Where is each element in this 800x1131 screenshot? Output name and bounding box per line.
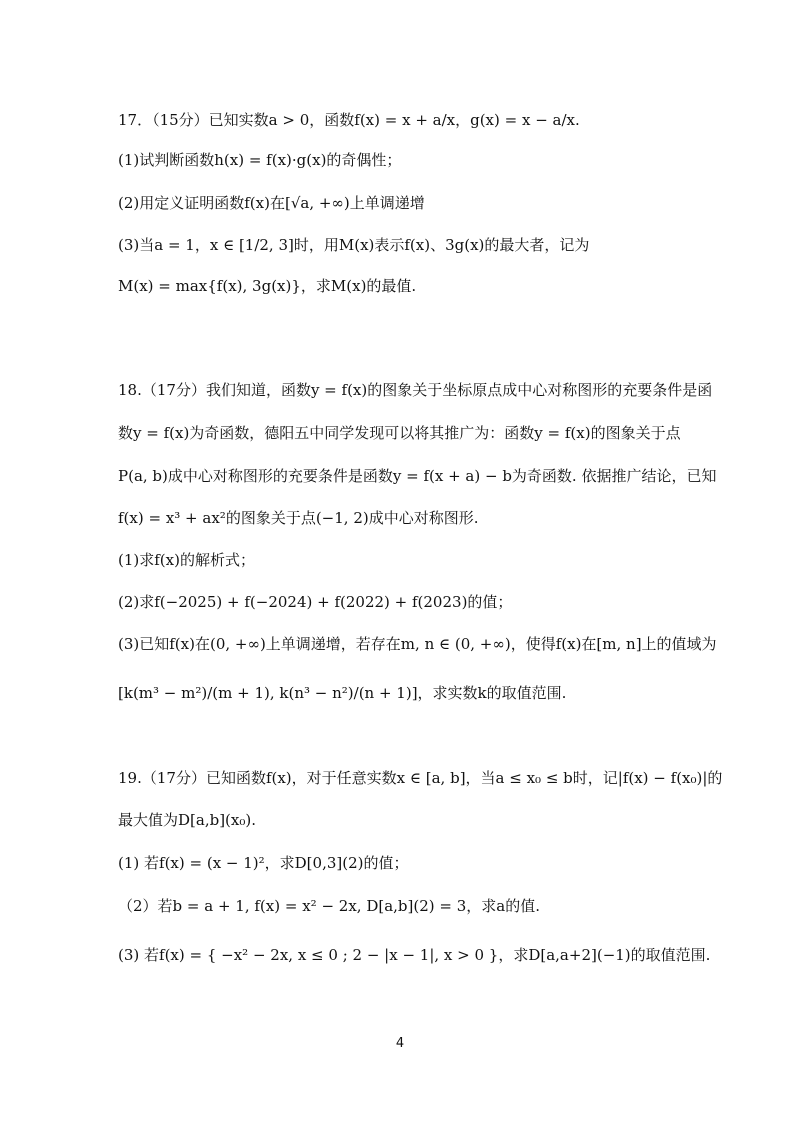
problem-18-stem-line-1: 18.（17分）我们知道，函数y = f(x)的图象关于坐标原点成中心对称图形的充要条件是函	[118, 381, 713, 399]
problem-17-part-3: (3)当a = 1，x ∈ [1/2, 3]时，用M(x)表示f(x)、3g(x)的最大者，记为	[118, 236, 590, 254]
problem-17-part-3-continued: M(x) = max{f(x), 3g(x)}，求M(x)的最值.	[118, 277, 417, 295]
problem-18-stem-line-3: P(a, b)成中心对称图形的充要条件是函数y = f(x + a) − b为奇函数. 依据推广结论，已知	[118, 467, 717, 485]
problem-18-stem-line-4: f(x) = x³ + ax²的图象关于点(−1, 2)成中心对称图形.	[118, 509, 479, 527]
problem-18-part-3: (3)已知f(x)在(0, +∞)上单调递增，若存在m, n ∈ (0, +∞)，使得f(x)在[m, n]上的值域为	[118, 635, 717, 653]
problem-19-stem-line-2: 最大值为D[a,b](x₀).	[118, 811, 256, 829]
problem-19-part-1: (1) 若f(x) = (x − 1)²，求D[0,3](2)的值；	[118, 854, 409, 872]
problem-17-part-1: (1)试判断函数h(x) = f(x)·g(x)的奇偶性；	[118, 151, 402, 169]
problem-19-stem-line-1: 19.（17分）已知函数f(x)，对于任意实数x ∈ [a, b]，当a ≤ x₀ ≤ b时，记|f(x) − f(x₀)|的	[118, 769, 723, 787]
page-number: 4	[395, 1036, 405, 1051]
problem-18-stem-line-2: 数y = f(x)为奇函数，德阳五中同学发现可以将其推广为：函数y = f(x)的图象关于点	[118, 424, 681, 442]
problem-18-part-2: (2)求f(−2025) + f(−2024) + f(2022) + f(2023)的值；	[118, 593, 513, 611]
problem-18-part-1: (1)求f(x)的解析式；	[118, 551, 255, 569]
problem-17-stem: 17．（15分）已知实数a > 0，函数f(x) = x + a/x，g(x) = x − a/x.	[118, 111, 580, 129]
problem-19-part-3: (3) 若f(x) = { −x² − 2x, x ≤ 0 ; 2 − |x − 1|, x > 0 }，求D[a,a+2](−1)的取值范围.	[118, 946, 711, 964]
problem-19-part-2: （2）若b = a + 1, f(x) = x² − 2x, D[a,b](2) = 3，求a的值.	[118, 897, 540, 915]
problem-18-part-3-range: [k(m³ − m²)/(m + 1), k(n³ − n²)/(n + 1)]，求实数k的取值范围.	[118, 684, 567, 702]
problem-17-part-2: (2)用定义证明函数f(x)在[√a, +∞)上单调递增	[118, 194, 425, 212]
